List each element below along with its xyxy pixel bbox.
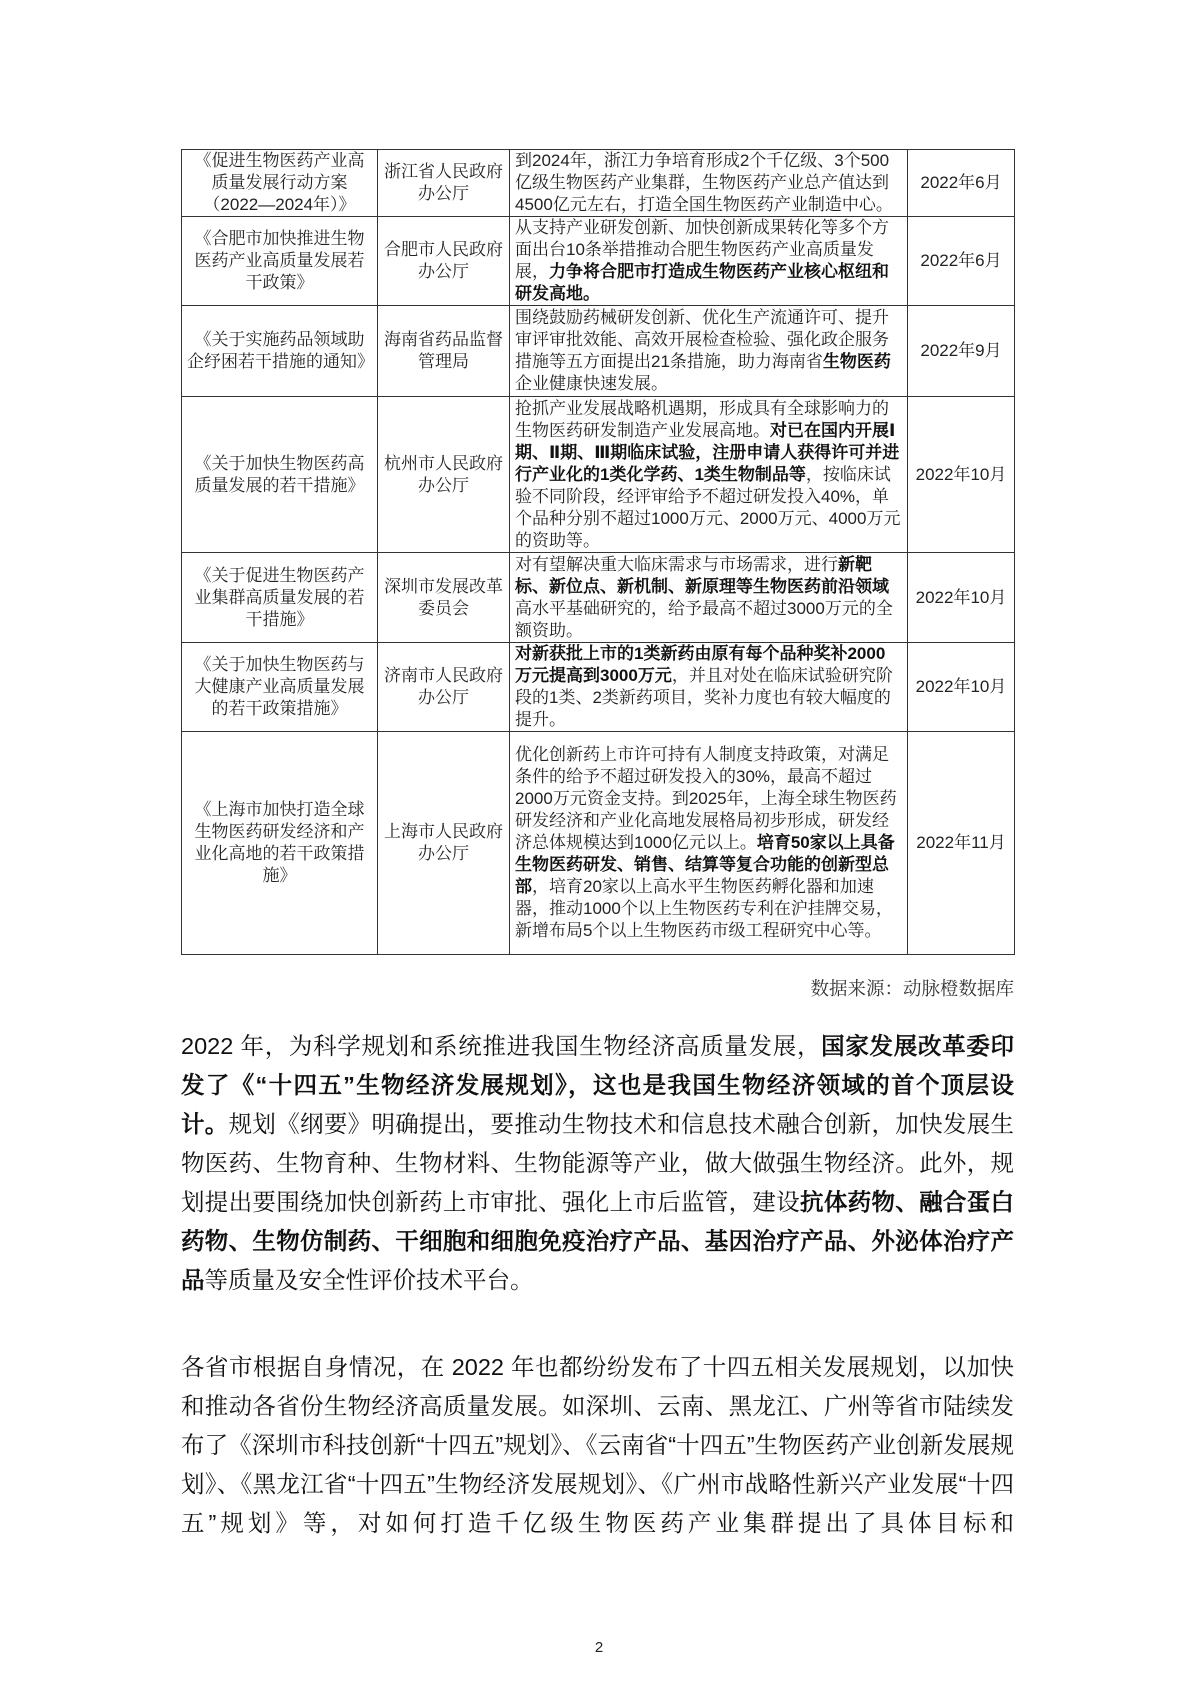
issuer-cell: 深圳市发展改革委员会 — [378, 553, 510, 643]
bold-text-run: 对新获批上市的1类新药由原有每个品种奖补2000万元提高到3000万元 — [515, 644, 886, 685]
issuer-cell: 济南市人民政府办公厅 — [378, 643, 510, 732]
text-run: 高水平基础研究的，给予最高不超过3000万元的全额资助。 — [515, 598, 893, 640]
measures-cell — [510, 643, 908, 732]
table-row — [182, 397, 1015, 553]
text-run: 抢抓产业发展战略机遇期，形成具有全球影响力的生物医药研发制造产业发展高地。 — [515, 398, 889, 440]
policy-name-cell: 《促进生物医药产业高质量发展行动方案（2022—2024年）》 — [182, 150, 378, 217]
policy-name-cell: 《关于加快生物医药与大健康产业高质量发展的若干政策措施》 — [182, 643, 378, 732]
policy-name-cell: 《上海市加快打造全球生物医药研发经济和产业化高地的若干政策措施》 — [182, 732, 378, 955]
text-run: ，并且对处在临床试验研究阶段的1类、2类新药项目，奖补力度也有较大幅度的提升。 — [515, 666, 893, 729]
measures-cell — [510, 150, 908, 217]
table-row — [182, 553, 1015, 643]
policy-name-cell: 《关于实施药品领域助企纾困若干措施的通知》 — [182, 306, 378, 397]
data-source-note: 数据来源：动脉橙数据库 — [810, 978, 1014, 999]
table-row — [182, 150, 1015, 217]
bold-text-run: 对已在国内开展Ⅰ期、Ⅱ期、Ⅲ期临床试验，注册申请人获得许可并进行产业化的1类化学药、1类生物制品等 — [515, 420, 900, 484]
date-cell: 2022年6月 — [908, 217, 1015, 306]
date-cell: 2022年9月 — [908, 306, 1015, 397]
measures-cell — [510, 306, 908, 397]
measures-cell — [510, 397, 908, 553]
date-cell: 2022年10月 — [908, 397, 1015, 553]
bold-text-run: 抗体药物、融合蛋白药物、生物仿制药、干细胞和细胞免疫治疗产品、基因治疗产品、外泌体治疗产品 — [181, 1189, 1015, 1293]
issuer-cell: 杭州市人民政府办公厅 — [378, 397, 510, 553]
measures-cell — [510, 553, 908, 643]
text-run: 优化创新药上市许可持有人制度支持政策，对满足条件的给予不超过研发投入的30%，最高不超过2000万元资金支持。到2025年，上海全球生物医药研发经济和产业化高地发展格局初步形成，研发经济总体规模达到1000亿元以上。 — [515, 745, 897, 852]
table-row — [182, 306, 1015, 397]
text-run: 从支持产业研发创新、加快创新成果转化等多个方面出台10条举措推动合肥生物医药产业高质量发展， — [515, 218, 889, 281]
issuer-cell: 合肥市人民政府办公厅 — [378, 217, 510, 306]
issuer-cell: 海南省药品监督管理局 — [378, 306, 510, 397]
date-cell: 2022年11月 — [908, 732, 1015, 955]
issuer-cell: 浙江省人民政府办公厅 — [378, 150, 510, 217]
text-run: 到2024年，浙江力争培育形成2个千亿级、3个500亿级生物医药产业集群，生物医药产业总产值达到4500亿元左右，打造全国生物医药产业制造中心。 — [515, 151, 893, 214]
text-run: 企业健康快速发展。 — [515, 374, 668, 393]
text-run: 各省市根据自身情况，在 2022 年也都纷纷发布了十四五相关发展规划，以加快和推动各省份生物经济高质量发展。如深圳、云南、黑龙江、广州等省市陆续发布了《深圳市科技创新“十四五”规划》、《云南省“十四五”生物医药产业创新发展规划》、《黑龙江省“十四五”生物经济发展规划》、《广州市战略性新兴产业发展“十四五”规划》等，对如何打造千亿级生物医药产业集群提出了具体目标和 — [181, 1354, 1014, 1536]
table-row — [182, 217, 1015, 306]
bold-text-run: 力争将合肥市打造成生物医药产业核心枢纽和研发高地。 — [515, 262, 889, 303]
measures-cell — [510, 217, 908, 306]
table-row — [182, 643, 1015, 732]
date-cell: 2022年6月 — [908, 150, 1015, 217]
measures-cell — [510, 732, 908, 955]
issuer-cell: 上海市人民政府办公厅 — [378, 732, 510, 955]
date-cell: 2022年10月 — [908, 643, 1015, 732]
policy-name-cell: 《关于促进生物医药产业集群高质量发展的若干措施》 — [182, 553, 378, 643]
bold-text-run: 新靶标、新位点、新机制、新原理等生物医药前沿领域 — [515, 554, 889, 596]
policy-table — [181, 149, 1015, 955]
body-paragraph — [181, 1027, 1014, 1300]
text-run: 对有望解决重大临床需求与市场需求，进行 — [515, 554, 838, 574]
date-cell: 2022年10月 — [908, 553, 1015, 643]
text-run: 2022 年，为科学规划和系统推进我国生物经济高质量发展， — [181, 1033, 822, 1059]
policy-name-cell: 《关于加快生物医药高质量发展的若干措施》 — [182, 397, 378, 553]
bold-text-run: 国家发展改革委印发了《“十四五”生物经济发展规划》，这也是我国生物经济领域的首个顶层设计。 — [181, 1033, 1014, 1137]
text-run: 围绕鼓励药械研发创新、优化生产流通许可、提升审评审批效能、高效开展检查检验、强化政企服务措施等五方面提出21条措施，助力海南省 — [515, 308, 889, 371]
policy-name-cell: 《合肥市加快推进生物医药产业高质量发展若干政策》 — [182, 217, 378, 306]
bold-text-run: 生物医药 — [822, 352, 891, 371]
text-run: ，培育20家以上高水平生物医药孵化器和加速器，推动1000个以上生物医药专利在沪挂牌交易，新增布局5个以上生物医药市级工程研究中心等。 — [515, 877, 893, 940]
text-run: 规划《纲要》明确提出，要推动生物技术和信息技术融合创新，加快发展生物医药、生物育种、生物材料、生物能源等产业，做大做强生物经济。此外，规划提出要围绕加快创新药上市审批、强化上市后监管，建设 — [181, 1111, 1015, 1215]
page-number: 2 — [594, 1639, 604, 1656]
bold-text-run: 培育50家以上具备生物医药研发、销售、结算等复合功能的创新型总部 — [515, 833, 895, 896]
text-run: 等质量及安全性评价技术平台。 — [204, 1267, 534, 1293]
text-run: ，按临床试验不同阶段，经评审给予不超过研发投入40%，单个品种分别不超过1000万元、2000万元、4000万元的资助等。 — [515, 464, 901, 550]
body-paragraph — [181, 1348, 1014, 1543]
table-row — [182, 732, 1015, 955]
